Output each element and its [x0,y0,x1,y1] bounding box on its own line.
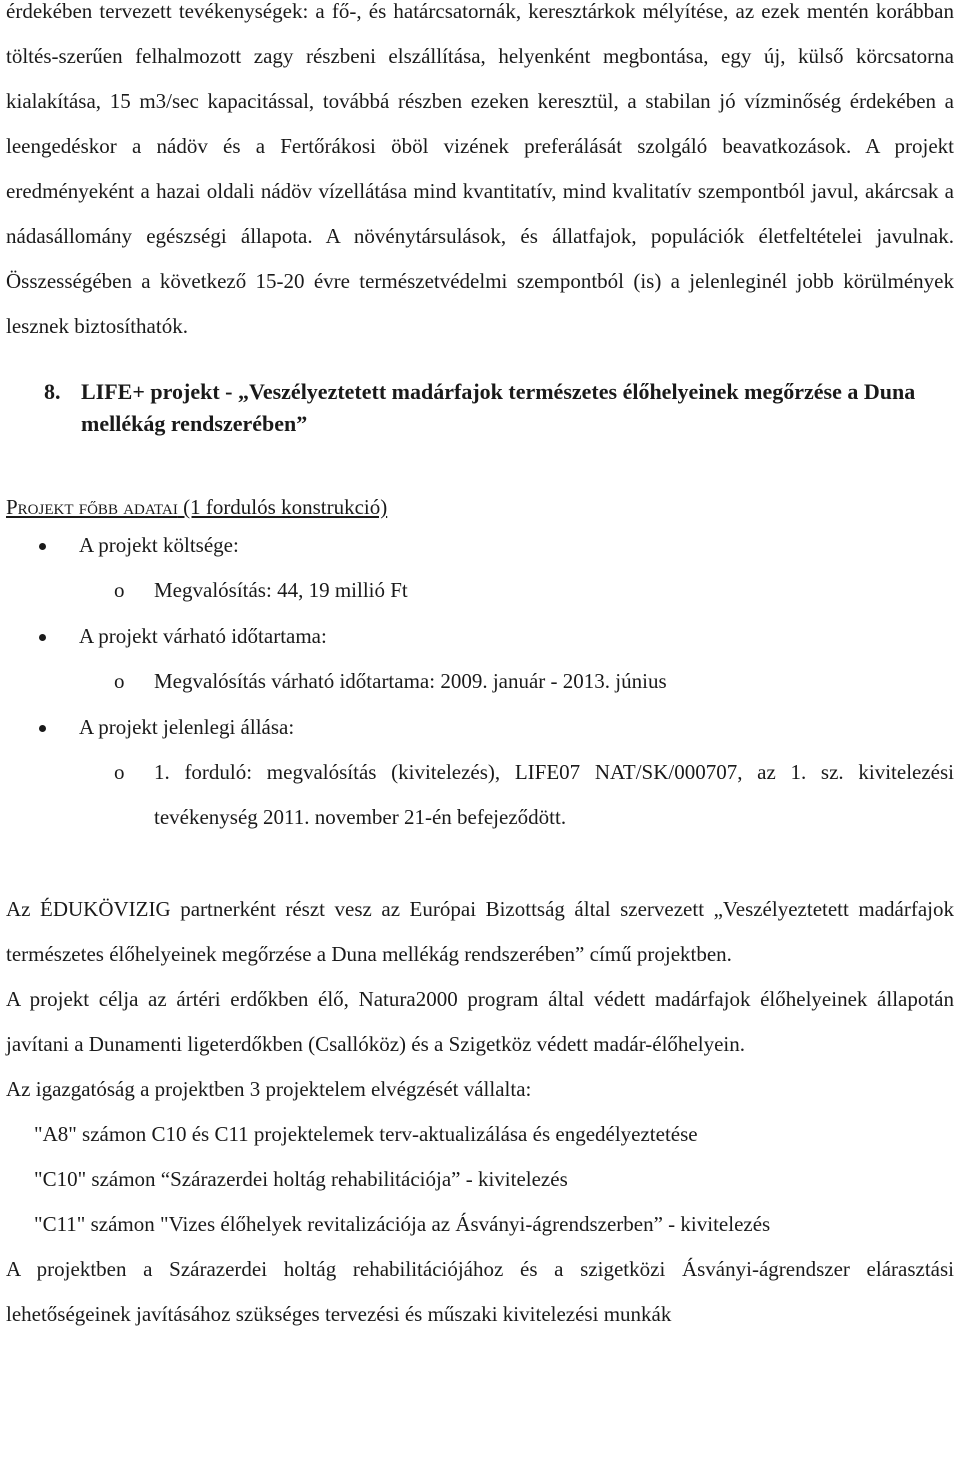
sub-bullet-marker: o [114,760,125,784]
sub-bullet-marker: o [114,578,125,602]
bullet-icon [6,614,79,659]
project-data-title-caps: Projekt főbb adatai [6,495,178,519]
section-title: LIFE+ projekt - „Veszélyeztetett madárfajok természetes élőhelyeinek megőrzése a Duna mellékág rendszerében” [81,379,916,436]
list-item [6,614,954,704]
final-paragraph: A projektben a Szárazerdei holtág rehabilitációjához és a szigetközi Ásványi-ágrendszer elárasztási lehetőségeinek javításához szükséges tervezési és műszaki kivitelezési munkák [6,1257,954,1326]
project-data-title [6,492,954,522]
list-item-subtext: Megvalósítás várható időtartama: 2009. január - 2013. június [154,669,667,693]
body-paragraph: A projekt célja az ártéri erdőkben élő, Natura2000 program által védett madárfajok élőhelyeinek állapotán javítani a Dunamenti ligeterdőkben (Csallóköz) és a Szigetköz védett madár-élőhelyein. [6,987,954,1056]
commitment-item: "A8" számon C10 és C11 projektelemek terv-aktualizálása és engedélyeztetése [34,1122,698,1146]
section-heading [6,376,954,440]
commitment-intro: Az igazgatóság a projektben 3 projektelem elvégzését vállalta: [6,1077,532,1101]
list-item [6,523,954,613]
list-item-label: A projekt költsége: [79,533,239,557]
list-item-subtext: Megvalósítás: 44, 19 millió Ft [154,578,408,602]
project-description [6,887,954,1337]
section-number: 8. [44,379,61,404]
project-data-title-rest: (1 fordulós konstrukció) [177,495,388,519]
bullet-icon [6,705,79,750]
sub-bullet-marker: o [114,669,125,693]
list-item [6,705,954,840]
body-paragraph: Az ÉDUKÖVIZIG partnerként részt vesz az Európai Bizottság által szervezett „Veszélyeztetett madárfajok természetes élőhelyeinek megőrzése a Duna mellékág rendszerében” című projektben. [6,897,954,966]
commitment-item: "C11" számon "Vizes élőhelyek revitalizációja az Ásványi-ágrendszerben” - kivitelezés [34,1212,771,1236]
list-item-label: A projekt várható időtartama: [79,624,327,648]
list-item-subtext: 1. forduló: megvalósítás (kivitelezés), LIFE07 NAT/SK/000707, az 1. sz. kivitelezési tevékenység 2011. november 21-én befejeződött. [154,760,954,829]
list-item-label: A projekt jelenlegi állása: [79,715,295,739]
bullet-icon [6,523,79,568]
project-data-list [6,523,954,840]
top-paragraph: érdekében tervezett tevékenységek: a fő-, és határcsatornák, keresztárkok mélyítése, az ezek mentén korábban töltés-szerűen felhalmozott zagy részbeni elszállítása, helyenként megbontása, egy új, külső körcsatorna kialakítása, 15 m3/sec kapacitással, továbbá részben ezeken keresztül, a stabilan jó vízminőség érdekében a leengedéskor a nádöv és a Fertőrákosi öböl vizének preferálását szolgáló beavatkozások. A projekt eredményeként a hazai oldali nádöv vízellátása mind kvantitatív, mind kvalitatív szempontból javul, akárcsak a nádasállomány egészségi állapota. A növénytársulások, és állatfajok, populációk életfeltételei javulnak. Összességében a következő 15-20 évre természetvédelmi szempontból (is) a jelenleginél jobb körülmények lesznek biztosíthatók. [6,0,954,338]
commitment-item: "C10" számon “Szárazerdei holtág rehabilitációja” - kivitelezés [34,1167,568,1191]
